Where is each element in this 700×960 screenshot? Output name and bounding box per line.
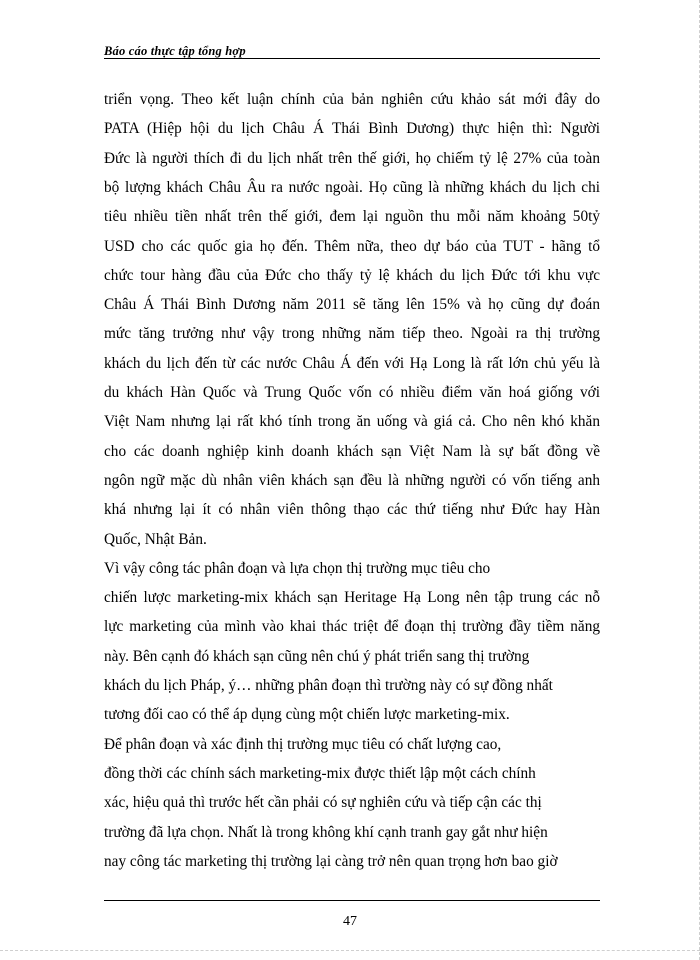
body-line: tương đối cao có thể áp dụng cùng một chiến lược marketing-mix. xyxy=(104,706,510,724)
page-break-line xyxy=(0,950,700,951)
body-line: này. Bên cạnh đó khách sạn cũng nên chú ý phát triển sang thị trường xyxy=(104,647,530,665)
body-line: đồng thời các chính sách marketing-mix được thiết lập một cách chính xyxy=(104,764,536,782)
body-line: Việt Nam nhưng lại rất khó tính trong ăn uống và giá cả. Cho nên khó khăn xyxy=(104,413,600,431)
body-line: khá nhưng lại ít có nhân viên thông thạo các thứ tiếng như Đức hay Hàn xyxy=(104,501,600,519)
body-line: PATA (Hiệp hội du lịch Châu Á Thái Bình Dương) thực hiện thì: Người xyxy=(104,120,600,138)
body-line: trường đã lựa chọn. Nhất là trong không khí cạnh tranh gay gắt như hiện xyxy=(104,823,548,841)
body-line: Đức là người thích đi du lịch nhất trên thế giới, họ chiếm tỷ lệ 27% của toàn xyxy=(104,149,600,167)
body-line: chức tour hàng đầu của Đức cho thấy tỷ lệ khách du lịch Đức tới khu vực xyxy=(104,266,600,284)
body-line: Vì vậy công tác phân đoạn và lựa chọn thị trường mục tiêu cho xyxy=(104,559,491,577)
body-line: Quốc, Nhật Bản. xyxy=(104,530,207,548)
body-line: xác, hiệu quả thì trước hết cần phải có sự nghiên cứu và tiếp cận các thị xyxy=(104,794,542,812)
body-line: cho các doanh nghiệp kinh doanh khách sạn Việt Nam là sự bất đồng về xyxy=(104,442,600,460)
page-number: 47 xyxy=(343,914,357,929)
body-line: chiến lược marketing-mix khách sạn Heritage Hạ Long nên tập trung các nỗ xyxy=(104,589,600,607)
body-line: Châu Á Thái Bình Dương năm 2011 sẽ tăng lên 15% và họ cũng dự đoán xyxy=(104,296,600,314)
body-line: triển vọng. Theo kết luận chính của bản nghiên cứu khảo sát mới đây do xyxy=(104,91,600,108)
body-line: Để phân đoạn và xác định thị trường mục tiêu có chất lượng cao, xyxy=(104,735,502,753)
body-line: bộ lượng khách Châu Âu ra nước ngoài. Họ cũng là những khách du lịch chi xyxy=(104,178,600,196)
body-line: khách du lịch đến từ các nước Châu Á đến với Hạ Long là rất lớn chủ yếu là xyxy=(104,354,600,372)
body-line: du khách Hàn Quốc và Trung Quốc vốn có nhiều điểm văn hoá giống với xyxy=(104,384,600,401)
body-line: USD cho các quốc gia họ đến. Thêm nữa, theo dự báo của TUT - hãng tổ xyxy=(104,237,600,255)
body-line: mức tăng trưởng như vậy trong những năm tiếp theo. Ngoài ra thị trường xyxy=(104,325,600,343)
footer-rule xyxy=(104,900,600,901)
body-line: khách du lịch Pháp, ý… những phân đoạn thì trường này có sự đồng nhất xyxy=(104,677,553,694)
header-rule xyxy=(104,58,600,59)
body-line: tiêu nhiều tiền nhất trên thế giới, đem lại nguồn thu mỗi năm khoảng 50tỷ xyxy=(104,208,600,226)
body-line: ngôn ngữ mặc dù nhân viên khách sạn đều là những người có vốn tiếng anh xyxy=(104,471,600,489)
body-line: nay công tác marketing thị trường lại càng trở nên quan trọng hơn bao giờ xyxy=(104,852,558,870)
header-title: Báo cáo thực tập tổng hợp xyxy=(104,44,246,58)
body-line: lực marketing của mình vào khai thác triệt để đoạn thị trường đầy tiềm năng xyxy=(104,618,600,636)
